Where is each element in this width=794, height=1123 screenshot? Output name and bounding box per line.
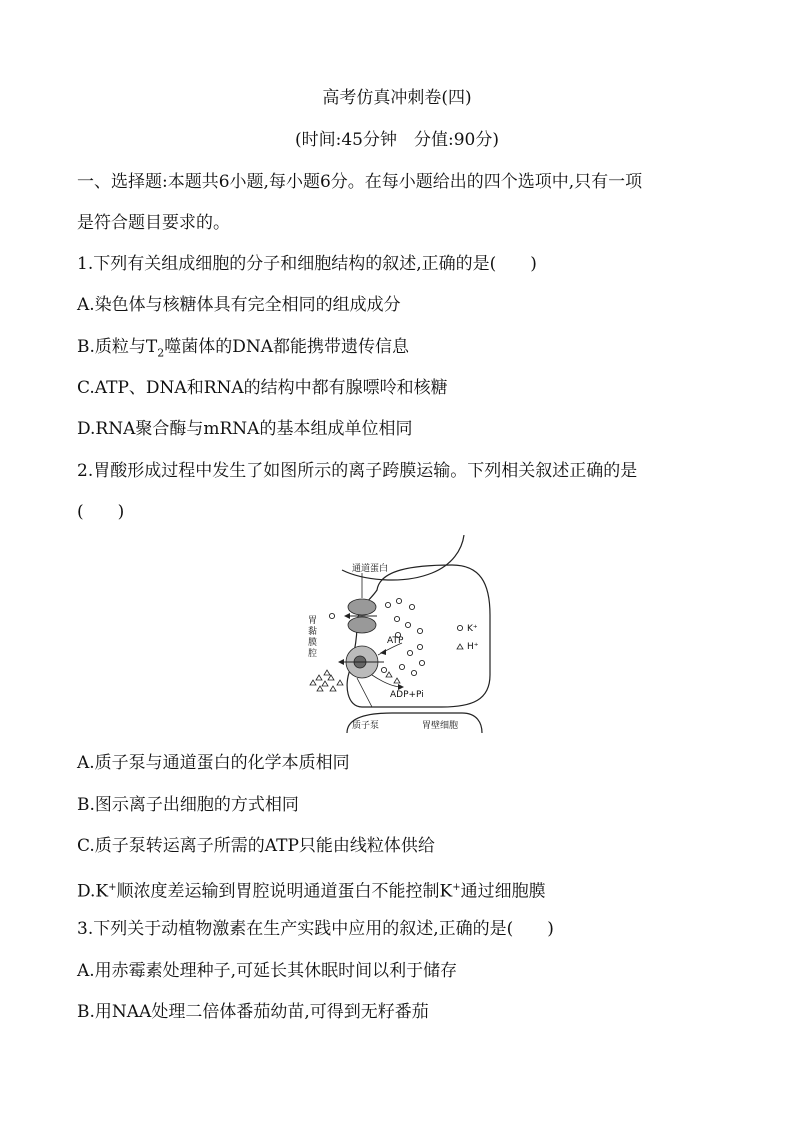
cell-membrane xyxy=(347,565,490,707)
q3-option-a: A.用赤霉素处理种子,可延长其休眠时间以利于储存 xyxy=(77,961,458,981)
atp-label: ATP xyxy=(387,636,404,646)
q1-stem: 1.下列有关组成细胞的分子和细胞结构的叙述,正确的是( ) xyxy=(77,254,537,274)
q1-option-a: A.染色体与核糖体具有完全相同的组成成分 xyxy=(77,295,401,315)
lumen-label-1: 胃 xyxy=(308,616,318,626)
channel-label: 通道蛋白 xyxy=(352,564,389,574)
q3-stem: 3.下列关于动植物激素在生产实践中应用的叙述,正确的是( ) xyxy=(77,919,554,939)
lumen-label-2: 黏 xyxy=(308,627,318,637)
cell-label: 胃壁细胞 xyxy=(422,721,459,731)
ion-transport-diagram xyxy=(302,535,492,733)
q3-option-b: B.用NAA处理二倍体番茄幼苗,可得到无籽番茄 xyxy=(77,1002,429,1022)
q2-option-b: B.图示离子出细胞的方式相同 xyxy=(77,795,299,815)
q1-option-d: D.RNA聚合酶与mRNA的基本组成单位相同 xyxy=(77,419,413,439)
lumen-label-3: 膜 xyxy=(308,638,318,648)
legend-h: H⁺ xyxy=(467,642,479,652)
section-heading-line2: 是符合题目要求的。 xyxy=(77,213,230,233)
proton-pump xyxy=(338,646,384,678)
q2-option-c: C.质子泵转运离子所需的ATP只能由线粒体供给 xyxy=(77,836,435,856)
q1-option-c: C.ATP、DNA和RNA的结构中都有腺嘌呤和核糖 xyxy=(77,378,448,398)
legend-k: K⁺ xyxy=(467,624,478,634)
q2-option-a: A.质子泵与通道蛋白的化学本质相同 xyxy=(77,753,350,773)
section-heading-line1: 一、选择题:本题共6小题,每小题6分。在每小题给出的四个选项中,只有一项 xyxy=(77,172,643,192)
pump-label: 质子泵 xyxy=(352,721,380,731)
q2-option-d: D.K+顺浓度差运输到胃腔说明通道蛋白不能控制K+通过细胞膜 xyxy=(77,881,546,902)
lumen-label-4: 腔 xyxy=(308,649,318,659)
adp-label: ADP+Pi xyxy=(390,690,424,700)
q2-stem-line1: 2.胃酸形成过程中发生了如图所示的离子跨膜运输。下列相关叙述正确的是 xyxy=(77,461,638,481)
q2-stem-line2: ( ) xyxy=(77,502,125,522)
page-subtitle: (时间:45分钟 分值:90分) xyxy=(295,130,499,150)
q1-option-b: B.质粒与$T_2$噬菌体的DNA都能携带遗传信息 xyxy=(77,337,410,360)
page-title: 高考仿真冲刺卷(四) xyxy=(322,88,472,108)
channel-protein xyxy=(344,599,377,633)
